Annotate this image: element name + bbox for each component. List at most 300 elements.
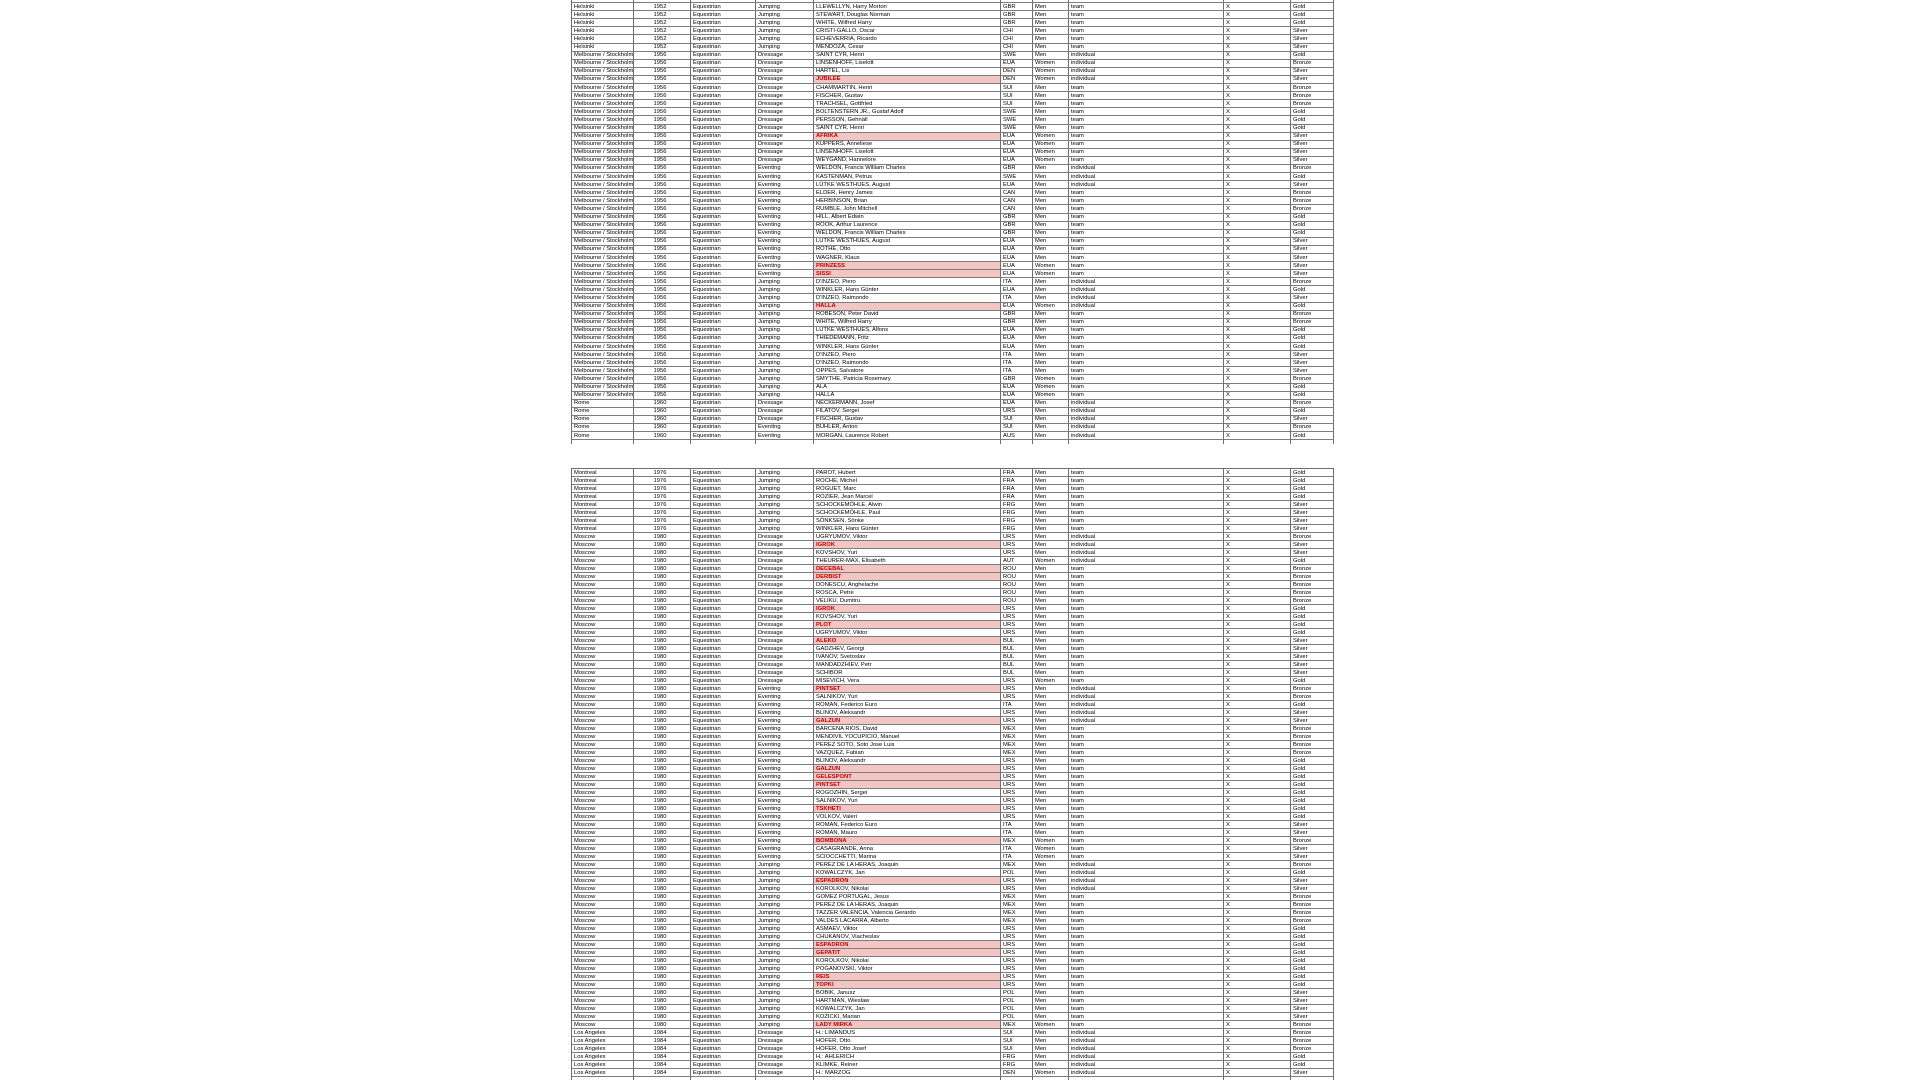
cell-event_type: individual xyxy=(1069,68,1224,76)
cell-medal: Silver xyxy=(1291,270,1334,278)
cell-mark: X xyxy=(1224,845,1291,853)
cell-gender: Women xyxy=(1033,76,1069,84)
table-row xyxy=(571,384,1334,392)
cell-gender: Men xyxy=(1033,981,1069,989)
cell-sport: Equestrian xyxy=(691,517,756,525)
cell-discipline: Eventing xyxy=(756,781,814,789)
cell-sport: Equestrian xyxy=(691,917,756,925)
cell-city: Moscow xyxy=(572,573,634,581)
cell-sport: Equestrian xyxy=(691,84,756,92)
cell-mark: X xyxy=(1224,629,1291,637)
cell-year: 1980 xyxy=(634,1021,691,1029)
table-row xyxy=(571,375,1334,383)
cell-discipline: Dressage xyxy=(756,637,814,645)
cell-event_type: team xyxy=(1069,311,1224,319)
cell-mark: X xyxy=(1224,408,1291,416)
cell-medal: Gold xyxy=(1291,957,1334,965)
cell-year: 1980 xyxy=(634,973,691,981)
cell-sport: Equestrian xyxy=(691,765,756,773)
table-row xyxy=(571,525,1334,533)
cell-name: LÜTKE WESTHUES, August xyxy=(814,238,1001,246)
cell-country: FRG xyxy=(1001,525,1033,533)
table-row xyxy=(571,837,1334,845)
cell-city: Melbourne / Stockholm xyxy=(574,327,634,334)
cell-country: EUA xyxy=(1001,246,1033,254)
table-row xyxy=(571,1005,1334,1013)
cell-event_type: individual xyxy=(1069,1061,1224,1069)
cell-name: HOFER, Otto xyxy=(814,1037,1001,1045)
cell-gender: Women xyxy=(1033,392,1069,400)
cell-gender: Men xyxy=(1033,343,1069,351)
cell-sport: Equestrian xyxy=(691,837,756,845)
cell-city: Moscow xyxy=(572,821,634,829)
cell-sport: Equestrian xyxy=(691,493,756,501)
cell-event_type: individual xyxy=(1069,869,1224,877)
cell-name: LÜTKE WESTHUES, Alfons xyxy=(814,327,1001,335)
cell-year: 1952 xyxy=(634,11,691,19)
cell-mark: X xyxy=(1224,885,1291,893)
cell-medal: Gold xyxy=(1291,230,1334,238)
cell-sport: Equestrian xyxy=(691,533,756,541)
cell-discipline: Dressage xyxy=(756,669,814,677)
cell-medal: Gold xyxy=(1291,1061,1334,1069)
cell-country: BUL xyxy=(1001,661,1033,669)
table-row xyxy=(571,653,1334,661)
cell-name: HILL, Albert Edwin xyxy=(814,214,1001,222)
cell-country: URS xyxy=(1001,973,1033,981)
cell-city: Moscow xyxy=(572,701,634,709)
cell-year: 1980 xyxy=(634,541,691,549)
cell-event_type: team xyxy=(1069,653,1224,661)
cell-gender: Women xyxy=(1033,133,1069,141)
cell-gender: Men xyxy=(1033,717,1069,725)
cell-event_type: team xyxy=(1069,392,1224,400)
cell-event_type: team xyxy=(1069,493,1224,501)
cell-medal: Gold xyxy=(1291,965,1334,973)
cell-discipline: Eventing xyxy=(756,789,814,797)
cell-year: 1956 xyxy=(634,84,691,92)
table-row xyxy=(571,76,1334,84)
cell-mark: X xyxy=(1224,805,1291,813)
cell-event_type: individual xyxy=(1069,709,1224,717)
cell-year: 1980 xyxy=(634,597,691,605)
cell-city: Moscow xyxy=(572,997,634,1005)
table-row xyxy=(571,973,1334,981)
cell-mark: X xyxy=(1224,621,1291,629)
cell-event_type: individual xyxy=(1069,286,1224,294)
cell-sport: Equestrian xyxy=(691,214,756,222)
cell-sport: Equestrian xyxy=(691,725,756,733)
cell-event_type: team xyxy=(1069,597,1224,605)
cell-sport: Equestrian xyxy=(691,605,756,613)
table-row xyxy=(571,909,1334,917)
cell-event_type: team xyxy=(1069,27,1224,35)
cell-discipline: Dressage xyxy=(756,597,814,605)
cell-name: KÜPPERS, Anneliese xyxy=(814,141,1001,149)
cell-city: Moscow xyxy=(572,613,634,621)
cell-event_type: team xyxy=(1069,669,1224,677)
cell-sport: Equestrian xyxy=(691,116,756,124)
cell-discipline: Dressage xyxy=(756,133,814,141)
cell-city: Moscow xyxy=(572,565,634,573)
cell-name: D'INZEO, Piero xyxy=(814,278,1001,286)
cell-year: 1980 xyxy=(634,677,691,685)
cell-event_type: team xyxy=(1069,845,1224,853)
table-row xyxy=(571,573,1334,581)
cell-year: 1960 xyxy=(634,416,691,424)
cell-city: Montreal xyxy=(572,469,634,477)
cell-discipline: Jumping xyxy=(756,477,814,485)
cell-medal: Silver xyxy=(1291,27,1334,35)
cell-medal: Gold xyxy=(1291,408,1334,416)
cell-country: MEX xyxy=(1001,1021,1033,1029)
cell-year: 1984 xyxy=(634,1029,691,1037)
cell-country: MEX xyxy=(1001,901,1033,909)
cell-medal: Bronze xyxy=(1291,533,1334,541)
cell-name: IVANOV, Svetoslav xyxy=(814,653,1001,661)
cell-city: Melbourne / Stockholm xyxy=(574,189,634,196)
cell-mark: X xyxy=(1224,1069,1291,1077)
cell-mark: X xyxy=(1224,509,1291,517)
table-row xyxy=(571,100,1334,108)
cell-country: FRG xyxy=(1001,517,1033,525)
cell-year: 1976 xyxy=(634,485,691,493)
cell-discipline: Jumping xyxy=(756,869,814,877)
cell-gender: Women xyxy=(1033,68,1069,76)
cell-city: Melbourne / Stockholm xyxy=(574,294,634,301)
cell-event_type: team xyxy=(1069,35,1224,43)
cell-mark: X xyxy=(1224,286,1291,294)
cell-discipline: Dressage xyxy=(756,1037,814,1045)
cell-country: ITA xyxy=(1001,367,1033,375)
cell-discipline: Dressage xyxy=(756,613,814,621)
cell-sport: Equestrian xyxy=(691,1045,756,1053)
cell-mark: X xyxy=(1224,19,1291,27)
cell-mark: X xyxy=(1224,60,1291,68)
table-row xyxy=(571,230,1334,238)
table-row xyxy=(571,165,1334,173)
cell-discipline: Dressage xyxy=(756,125,814,133)
cell-city: Helsinki xyxy=(572,3,634,11)
table-row xyxy=(571,116,1334,124)
table-row xyxy=(571,400,1334,408)
cell-mark: X xyxy=(1224,589,1291,597)
table-row xyxy=(571,813,1334,821)
cell-sport: Equestrian xyxy=(691,68,756,76)
cell-gender: Men xyxy=(1033,997,1069,1005)
cell-sport: Equestrian xyxy=(691,549,756,557)
cell-year: 1976 xyxy=(634,517,691,525)
cell-gender: Women xyxy=(1033,375,1069,383)
cell-gender: Men xyxy=(1033,789,1069,797)
cell-sport: Equestrian xyxy=(691,52,756,60)
table-row xyxy=(571,303,1334,311)
cell-discipline: Eventing xyxy=(756,254,814,262)
cell-medal: Silver xyxy=(1291,294,1334,302)
table-row xyxy=(571,565,1334,573)
cell-sport: Equestrian xyxy=(691,925,756,933)
cell-country: CHI xyxy=(1001,27,1033,35)
cell-event_type: team xyxy=(1069,517,1224,525)
cell-event_type: team xyxy=(1069,957,1224,965)
cell-medal: Bronze xyxy=(1291,424,1334,432)
table-row xyxy=(571,270,1334,278)
cell-year: 1980 xyxy=(634,589,691,597)
cell-country: SUI xyxy=(1001,92,1033,100)
cell-sport: Equestrian xyxy=(691,432,756,440)
cell-country: MEX xyxy=(1001,917,1033,925)
cell-medal: Bronze xyxy=(1291,1045,1334,1053)
cell-city: Melbourne / Stockholm xyxy=(574,343,634,350)
cell-city: Moscow xyxy=(572,917,634,925)
cell-mark: X xyxy=(1224,165,1291,173)
cell-name: LINSENHOFF, Liselott xyxy=(814,149,1001,157)
table-row xyxy=(571,35,1334,43)
cell-discipline: Dressage xyxy=(756,661,814,669)
cell-name: UGRYUMOV, Viktor xyxy=(814,629,1001,637)
cell-medal: Bronze xyxy=(1291,60,1334,68)
cell-event_type: team xyxy=(1069,351,1224,359)
table-row xyxy=(571,773,1334,781)
cell-event_type: team xyxy=(1069,501,1224,509)
cell-medal: Silver xyxy=(1291,501,1334,509)
cell-mark: X xyxy=(1224,27,1291,35)
cell-event_type: individual xyxy=(1069,173,1224,181)
cell-mark: X xyxy=(1224,973,1291,981)
cell-gender: Men xyxy=(1033,432,1069,440)
cell-medal: Silver xyxy=(1291,238,1334,246)
cell-mark: X xyxy=(1224,733,1291,741)
cell-event_type: team xyxy=(1069,605,1224,613)
cell-medal: Bronze xyxy=(1291,400,1334,408)
cell-city: Moscow xyxy=(572,797,634,805)
cell-medal: Silver xyxy=(1291,821,1334,829)
cell-medal: Gold xyxy=(1291,327,1334,335)
cell-sport: Equestrian xyxy=(691,821,756,829)
cell-event_type: individual xyxy=(1069,701,1224,709)
cell-discipline: Dressage xyxy=(756,108,814,116)
cell-country: SUI xyxy=(1001,1045,1033,1053)
cell-medal: Bronze xyxy=(1291,278,1334,286)
cell-gender: Men xyxy=(1033,116,1069,124)
cell-medal: Bronze xyxy=(1291,741,1334,749)
cell-year: 1980 xyxy=(634,717,691,725)
cell-gender: Men xyxy=(1033,669,1069,677)
cell-gender: Men xyxy=(1033,541,1069,549)
cell-medal: Silver xyxy=(1291,645,1334,653)
cell-discipline: Eventing xyxy=(756,262,814,270)
cell-sport: Equestrian xyxy=(691,294,756,302)
table-row xyxy=(571,581,1334,589)
cell-country xyxy=(1001,440,1033,444)
cell-discipline: Jumping xyxy=(756,343,814,351)
cell-name: PEREZ DE LA HERAS, Joaquin xyxy=(814,861,1001,869)
cell-discipline: Jumping xyxy=(756,509,814,517)
cell-mark: X xyxy=(1224,133,1291,141)
cell-city: Melbourne / Stockholm xyxy=(574,125,634,131)
cell-country: MEX xyxy=(1001,741,1033,749)
cell-country: DEN xyxy=(1001,76,1033,84)
cell-sport: Equestrian xyxy=(691,238,756,246)
cell-name: STEWART, Douglas Norman xyxy=(814,11,1001,19)
cell-sport: Equestrian xyxy=(691,589,756,597)
cell-name: ROMAN, Federico Euro xyxy=(814,821,1001,829)
cell-name: WELDON, Francis William Charles xyxy=(814,230,1001,238)
cell-discipline: Jumping xyxy=(756,997,814,1005)
cell-gender: Men xyxy=(1033,909,1069,917)
cell-mark: X xyxy=(1224,375,1291,383)
cell-mark: X xyxy=(1224,11,1291,19)
cell-city: Los Angeles xyxy=(572,1061,634,1069)
cell-medal: Silver xyxy=(1291,549,1334,557)
cell-sport: Equestrian xyxy=(691,141,756,149)
cell-city: Moscow xyxy=(572,597,634,605)
cell-mark: X xyxy=(1224,1021,1291,1029)
cell-city: Montreal xyxy=(572,485,634,493)
table-row xyxy=(571,637,1334,645)
cell-medal: Silver xyxy=(1291,653,1334,661)
cell-year: 1952 xyxy=(634,19,691,27)
cell-discipline: Eventing xyxy=(756,173,814,181)
cell-city: Moscow xyxy=(572,861,634,869)
cell-country: SWE xyxy=(1001,125,1033,133)
cell-city: Montreal xyxy=(572,509,634,517)
cell-sport: Equestrian xyxy=(691,781,756,789)
cell-country: SUI xyxy=(1001,84,1033,92)
cell-year: 1980 xyxy=(634,941,691,949)
cell-name: D'INZEO, Piero xyxy=(814,351,1001,359)
cell-event_type: team xyxy=(1069,125,1224,133)
table-row xyxy=(571,805,1334,813)
cell-sport: Equestrian xyxy=(691,1053,756,1061)
cell-year: 1980 xyxy=(634,901,691,909)
cell-gender: Men xyxy=(1033,1013,1069,1021)
cell-gender: Men xyxy=(1033,629,1069,637)
cell-year: 1956 xyxy=(634,149,691,157)
cell-city: Melbourne / Stockholm xyxy=(574,52,634,59)
cell-sport: Equestrian xyxy=(691,661,756,669)
cell-gender: Men xyxy=(1033,501,1069,509)
table-row xyxy=(571,845,1334,853)
cell-country: EUA xyxy=(1001,400,1033,408)
cell-gender: Men xyxy=(1033,493,1069,501)
cell-country: FRG xyxy=(1001,509,1033,517)
cell-medal: Silver xyxy=(1291,669,1334,677)
cell-medal: Silver xyxy=(1291,525,1334,533)
cell-event_type: team xyxy=(1069,1005,1224,1013)
cell-event_type: team xyxy=(1069,262,1224,270)
cell-gender: Men xyxy=(1033,549,1069,557)
cell-year: 1956 xyxy=(634,92,691,100)
cell-year: 1956 xyxy=(634,125,691,133)
cell-event_type: team xyxy=(1069,335,1224,343)
cell-mark: X xyxy=(1224,637,1291,645)
cell-discipline: Jumping xyxy=(756,933,814,941)
cell-mark: X xyxy=(1224,949,1291,957)
cell-medal: Gold xyxy=(1291,343,1334,351)
cell-mark: X xyxy=(1224,1037,1291,1045)
cell-country: URS xyxy=(1001,949,1033,957)
cell-name: DONESCU, Anghelache xyxy=(814,581,1001,589)
cell-year: 1956 xyxy=(634,319,691,327)
cell-mark: X xyxy=(1224,262,1291,270)
cell-city: Moscow xyxy=(572,549,634,557)
cell-name: BOBIK, Janusz xyxy=(814,989,1001,997)
cell-medal: Bronze xyxy=(1291,1021,1334,1029)
cell-city: Melbourne / Stockholm xyxy=(574,222,634,229)
cell-city: Melbourne / Stockholm xyxy=(574,173,634,180)
cell-sport: Equestrian xyxy=(691,278,756,286)
cell-country: CAN xyxy=(1001,189,1033,197)
cell-name: RUMBLE, John Mitchell xyxy=(814,205,1001,213)
cell-name: JUBILEE xyxy=(814,76,1001,84)
table-row xyxy=(571,685,1334,693)
cell-year: 1980 xyxy=(634,885,691,893)
cell-name: KOWALCZYK, Jan xyxy=(814,1005,1001,1013)
cell-medal: Silver xyxy=(1291,853,1334,861)
cell-medal: Gold xyxy=(1291,677,1334,685)
cell-city: Moscow xyxy=(572,557,634,565)
cell-mark: X xyxy=(1224,701,1291,709)
cell-gender: Men xyxy=(1033,311,1069,319)
cell-discipline: Jumping xyxy=(756,525,814,533)
cell-event_type: individual xyxy=(1069,557,1224,565)
cell-gender: Men xyxy=(1033,781,1069,789)
cell-mark: X xyxy=(1224,416,1291,424)
cell-year: 1980 xyxy=(634,757,691,765)
cell-mark: X xyxy=(1224,400,1291,408)
cell-event_type: individual xyxy=(1069,685,1224,693)
cell-event_type: team xyxy=(1069,375,1224,383)
cell-name: GADZHEV, Georgi xyxy=(814,645,1001,653)
cell-name: D'INZEO, Raimondo xyxy=(814,294,1001,302)
cell-country: URS xyxy=(1001,885,1033,893)
cell-country: FRG xyxy=(1001,1061,1033,1069)
cell-event_type: individual xyxy=(1069,424,1224,432)
cell-mark: X xyxy=(1224,821,1291,829)
cell-medal: Silver xyxy=(1291,262,1334,270)
table-row xyxy=(571,981,1334,989)
cell-country: SUI xyxy=(1001,416,1033,424)
cell-sport: Equestrian xyxy=(691,669,756,677)
cell-sport: Equestrian xyxy=(691,92,756,100)
cell-discipline: Dressage xyxy=(756,1045,814,1053)
cell-gender: Men xyxy=(1033,877,1069,885)
cell-city: Moscow xyxy=(572,717,634,725)
cell-medal: Gold xyxy=(1291,805,1334,813)
cell-discipline: Jumping xyxy=(756,278,814,286)
cell-country: EUA xyxy=(1001,254,1033,262)
table-row xyxy=(571,44,1334,52)
cell-name xyxy=(814,440,1001,444)
cell-sport: Equestrian xyxy=(691,749,756,757)
table-row xyxy=(571,589,1334,597)
cell-city: Moscow xyxy=(572,661,634,669)
cell-discipline: Jumping xyxy=(756,19,814,27)
cell-mark: X xyxy=(1224,645,1291,653)
cell-country: CHI xyxy=(1001,35,1033,43)
cell-mark: X xyxy=(1224,1045,1291,1053)
cell-gender: Men xyxy=(1033,35,1069,43)
cell-medal: Bronze xyxy=(1291,685,1334,693)
cell-sport: Equestrian xyxy=(691,424,756,432)
cell-event_type: individual xyxy=(1069,1029,1224,1037)
cell-country: URS xyxy=(1001,805,1033,813)
cell-year: 1956 xyxy=(634,367,691,375)
cell-sport: Equestrian xyxy=(691,1005,756,1013)
table-row xyxy=(571,941,1334,949)
table-row xyxy=(571,262,1334,270)
